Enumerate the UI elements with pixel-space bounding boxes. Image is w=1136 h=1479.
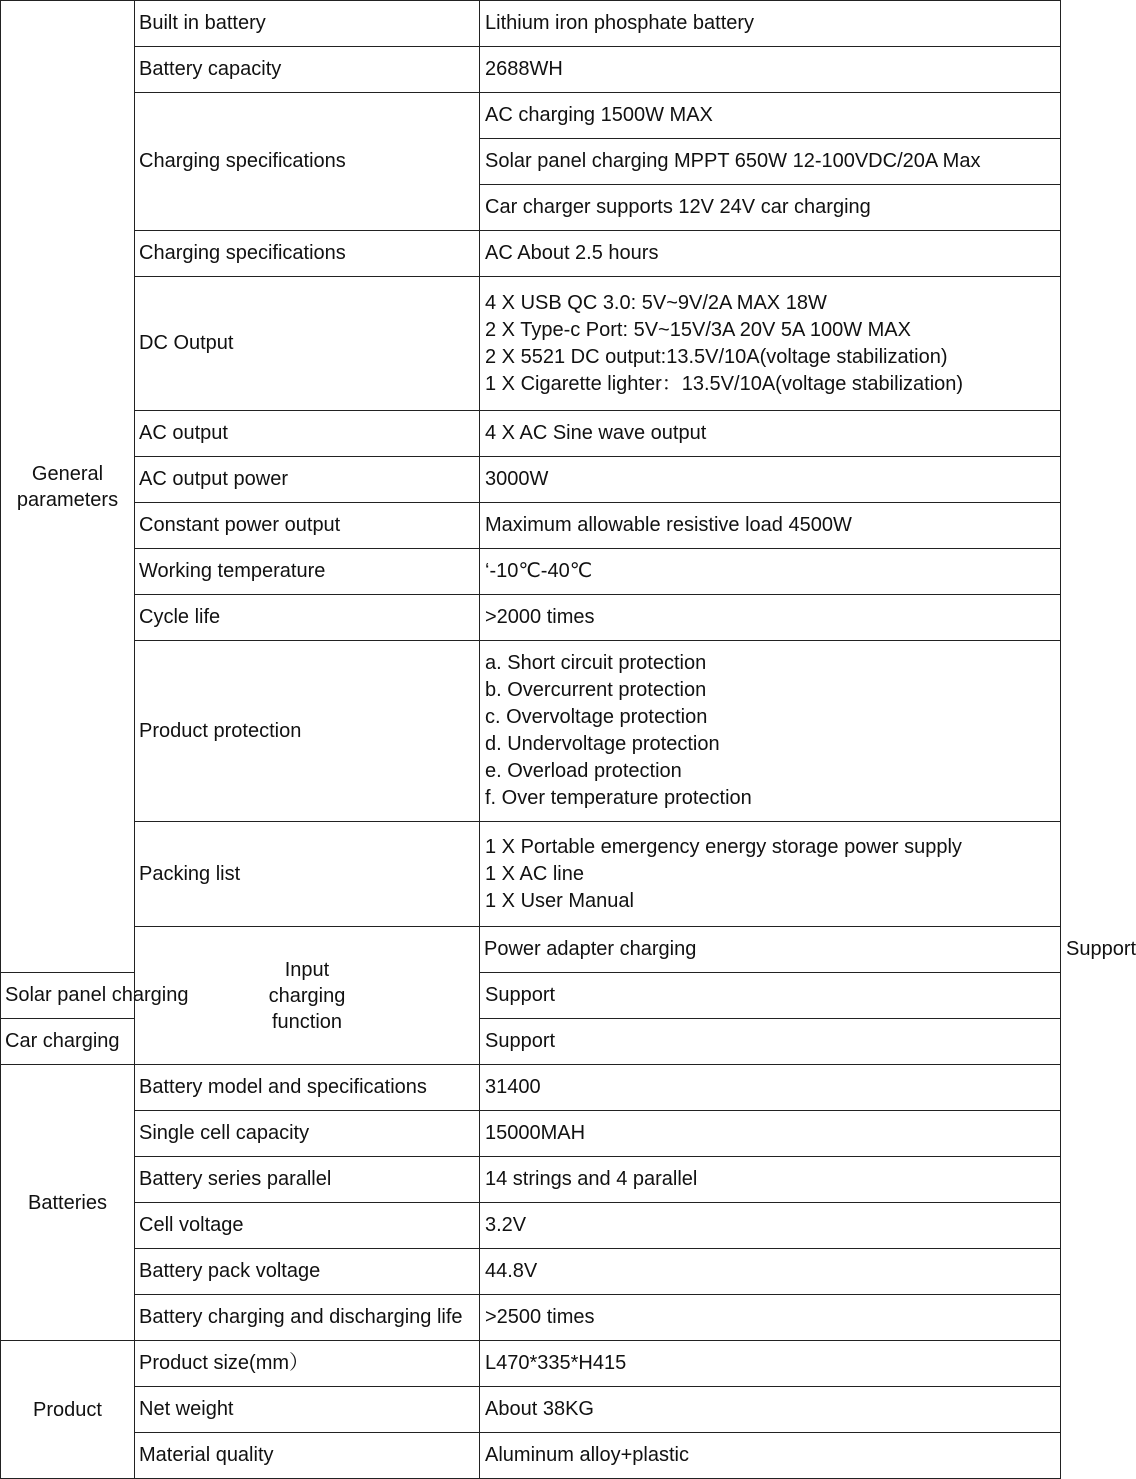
spec-value-line: a. Short circuit protection — [485, 652, 707, 674]
spec-row-battery-capacity — [1, 47, 1061, 93]
spec-label: Solar panel charging — [1, 973, 135, 1019]
spec-value: Solar panel charging MPPT 650W 12-100VDC/20A Max — [480, 139, 1061, 185]
spec-value-line: e. Overload protection — [485, 760, 682, 782]
spec-row-ac-output-power — [1, 457, 1061, 503]
spec-label: Cycle life — [135, 595, 480, 641]
spec-value-line: 2 X Type-c Port: 5V~15V/3A 20V 5A 100W MAX — [485, 318, 911, 341]
spec-label: Net weight — [135, 1387, 480, 1433]
spec-row-battery-model — [1, 1065, 1061, 1111]
spec-row-pack-voltage — [1, 1249, 1061, 1295]
group-general-parameters — [1, 1, 135, 973]
spec-value: ‘-10℃-40℃ — [480, 549, 1061, 595]
spec-row-charging-time — [1, 231, 1061, 277]
spec-value-line: f. Over temperature protection — [485, 787, 752, 809]
spec-value: AC charging 1500W MAX — [480, 93, 1061, 139]
spec-value-line: 4 X USB QC 3.0: 5V~9V/2A MAX 18W — [485, 291, 827, 314]
spec-value: 14 strings and 4 parallel — [480, 1157, 1061, 1203]
spec-value: 15000MAH — [480, 1111, 1061, 1157]
spec-row-constant-power — [1, 503, 1061, 549]
spec-value: Support — [480, 1019, 1061, 1065]
spec-value: 4 X AC Sine wave output — [480, 411, 1061, 457]
spec-value-line: d. Undervoltage protection — [485, 733, 720, 755]
spec-label: AC output — [135, 411, 480, 457]
spec-row-net-weight — [1, 1387, 1061, 1433]
spec-value-multiline — [480, 641, 1061, 822]
spec-row-packing-list — [1, 822, 1061, 927]
spec-label: Battery capacity — [135, 47, 480, 93]
group-input-line-1: Input — [284, 958, 330, 981]
spec-value: Lithium iron phosphate battery — [480, 1, 1061, 47]
spec-label: Charging specifications — [135, 93, 480, 231]
spec-label: Material quality — [135, 1433, 480, 1479]
spec-value: L470*335*H415 — [480, 1341, 1061, 1387]
spec-value-line: c. Overvoltage protection — [485, 706, 708, 728]
spec-value-line: 1 X AC line — [485, 862, 584, 885]
group-product — [1, 1341, 135, 1479]
group-batteries-line-1: Batteries — [28, 1191, 107, 1214]
spec-value: 2688WH — [480, 47, 1061, 93]
group-input-line-3: function — [271, 1010, 343, 1033]
spec-row-cell-capacity — [1, 1111, 1061, 1157]
spec-row-product-size — [1, 1341, 1061, 1387]
spec-value-line: 2 X 5521 DC output:13.5V/10A(voltage stabilization) — [485, 345, 948, 368]
group-input-line-2: charging — [268, 984, 346, 1007]
spec-label: Packing list — [135, 822, 480, 927]
spec-row-battery-life — [1, 1295, 1061, 1341]
spec-row-charging-specifications — [1, 93, 1061, 139]
spec-label: Single cell capacity — [135, 1111, 480, 1157]
spec-row-built-in-battery — [1, 1, 1061, 47]
spec-value-line: b. Overcurrent protection — [485, 679, 707, 701]
spec-label: Constant power output — [135, 503, 480, 549]
spec-label: Working temperature — [135, 549, 480, 595]
spec-value: 44.8V — [480, 1249, 1061, 1295]
spec-label: Battery series parallel — [135, 1157, 480, 1203]
spec-value: >2000 times — [480, 595, 1061, 641]
spec-value: About 38KG — [480, 1387, 1061, 1433]
spec-row-working-temperature — [1, 549, 1061, 595]
spec-value: >2500 times — [480, 1295, 1061, 1341]
spec-value: AC About 2.5 hours — [480, 231, 1061, 277]
spec-row-power-adapter: Input charging function Power adapter charging Support — [1, 927, 1061, 973]
spec-label: Car charging — [1, 1019, 135, 1065]
spec-label: Battery charging and discharging life — [135, 1295, 480, 1341]
spec-row-cycle-life — [1, 595, 1061, 641]
spec-value-multiline — [480, 822, 1061, 927]
spec-value: 31400 — [480, 1065, 1061, 1111]
spec-value: 3.2V — [480, 1203, 1061, 1249]
spec-value: Car charger supports 12V 24V car charging — [480, 185, 1061, 231]
group-product-line-1: Product — [33, 1398, 102, 1421]
group-batteries — [1, 1065, 135, 1341]
spec-label: Power adapter charging — [480, 927, 1061, 973]
spec-value: Support — [480, 973, 1061, 1019]
spec-value-multiline — [480, 277, 1061, 411]
spec-label: Charging specifications — [135, 231, 480, 277]
spec-row-cell-voltage — [1, 1203, 1061, 1249]
spec-label: Battery pack voltage — [135, 1249, 480, 1295]
spec-row-dc-output — [1, 277, 1061, 411]
spec-value-line: 1 X User Manual — [485, 889, 634, 912]
spec-value-line: 1 X Cigarette lighter：13.5V/10A(voltage stabilization) — [485, 372, 964, 395]
spec-label: Built in battery — [135, 1, 480, 47]
spec-row-series-parallel — [1, 1157, 1061, 1203]
spec-row-material — [1, 1433, 1061, 1479]
spec-label: Battery model and specifications — [135, 1065, 480, 1111]
spec-value: Maximum allowable resistive load 4500W — [480, 503, 1061, 549]
spec-value: Aluminum alloy+plastic — [480, 1433, 1061, 1479]
group-general-line-2: parameters — [16, 488, 119, 511]
spec-label: Product size(mm） — [135, 1341, 480, 1387]
spec-label: Product protection — [135, 641, 480, 822]
spec-row-ac-output — [1, 411, 1061, 457]
spec-row-product-protection — [1, 641, 1061, 822]
spec-value-line: 1 X Portable emergency energy storage power supply — [485, 835, 962, 858]
group-general-line-1: General — [31, 462, 104, 485]
spec-label: Cell voltage — [135, 1203, 480, 1249]
spec-value: 3000W — [480, 457, 1061, 503]
spec-label: DC Output — [135, 277, 480, 411]
spec-label: AC output power — [135, 457, 480, 503]
